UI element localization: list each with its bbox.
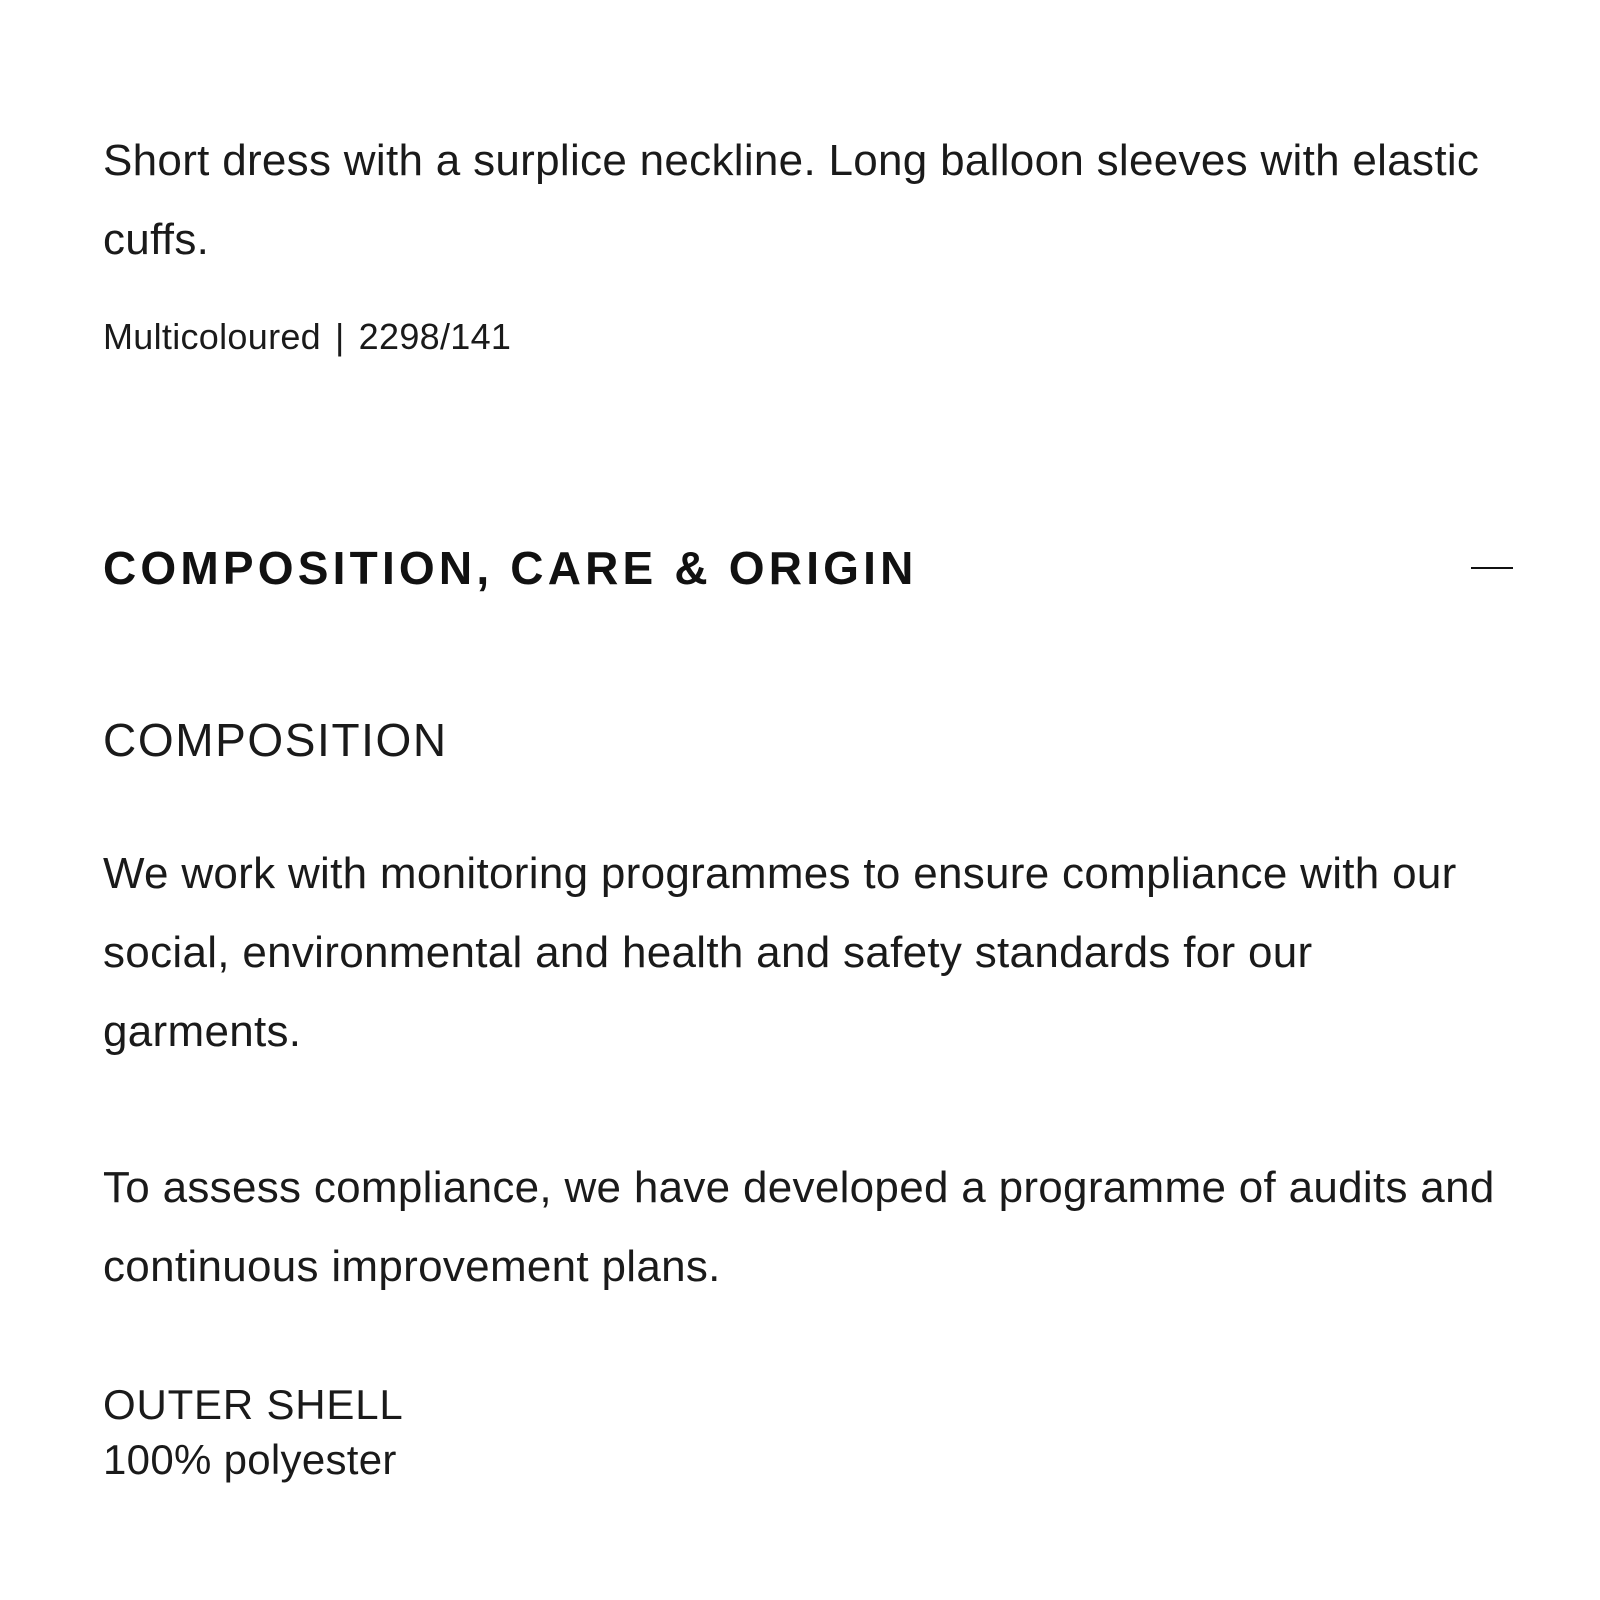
composition-heading: COMPOSITION: [103, 714, 448, 766]
product-colour: Multicoloured: [103, 316, 322, 357]
product-description: Short dress with a surplice neckline. Long balloon sleeves with elastic cuffs.: [103, 136, 1480, 264]
section-title: COMPOSITION, CARE & ORIGIN: [103, 542, 918, 594]
material-part-label: OUTER SHELL: [103, 1381, 404, 1428]
meta-separator: |: [335, 316, 345, 357]
composition-care-origin-toggle[interactable]: [103, 538, 1513, 598]
compliance-paragraph: We work with monitoring programmes to ensure compliance with our social, environmental and health and safety standards for our garments.: [103, 849, 1457, 1056]
product-reference: 2298/141: [358, 316, 512, 357]
material-value: 100% polyester: [103, 1436, 397, 1483]
audit-paragraph: To assess compliance, we have developed a programme of audits and continuous improvement plans.: [103, 1163, 1495, 1291]
minus-icon[interactable]: [1471, 546, 1513, 590]
product-meta: [103, 315, 511, 359]
